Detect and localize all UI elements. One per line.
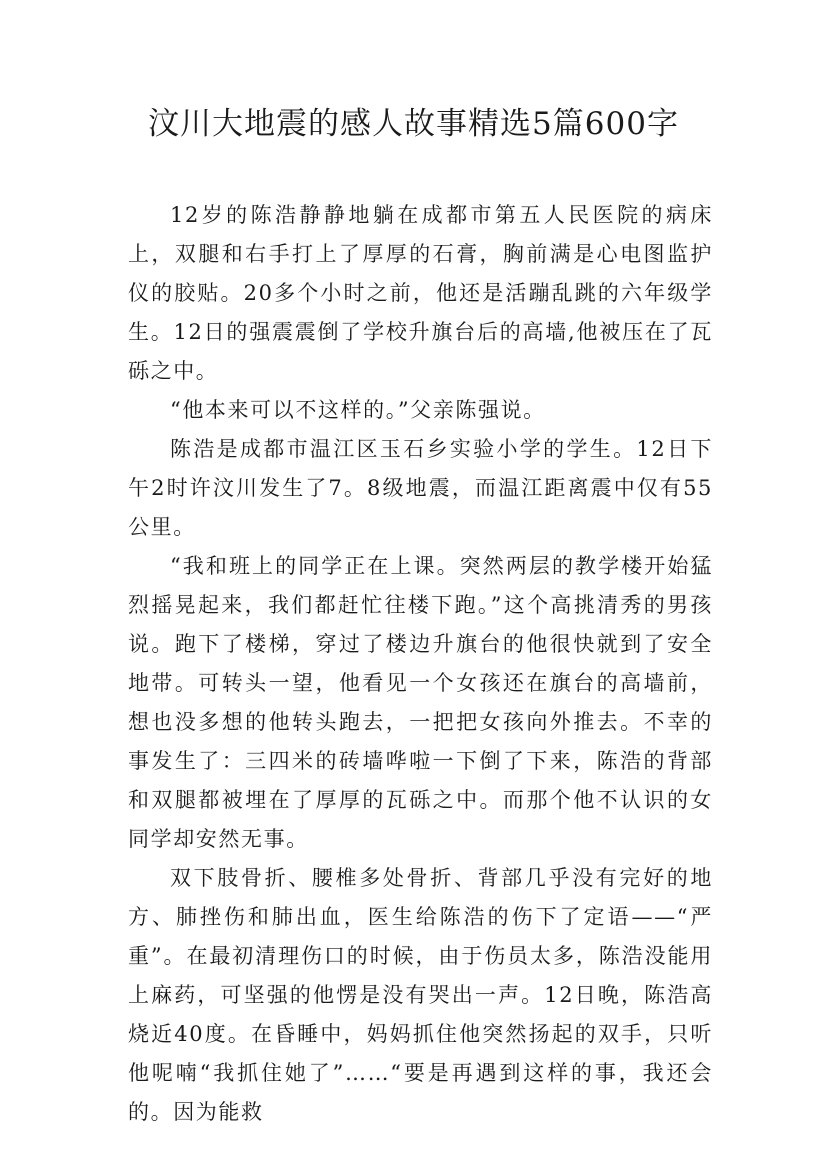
paragraph: 双下肢骨折、腰椎多处骨折、背部几乎没有完好的地方、肺挫伤和肺出血，医生给陈浩的伤下了定语——“严重”。在最初清理伤口的时候，由于伤员太多，陈浩没能用上麻药，可坚强的他愣是没有哭出一声。12日晚，陈浩高烧近40度。在昏睡中，妈妈抓住他突然扬起的双手，只听他呢喃“我抓住她了”……“要是再遇到这样的事，我还会的。因为能救 (128, 866, 713, 1124)
article-body (128, 196, 713, 1132)
document-title: 汶川大地震的感人故事精选5篇600字 (148, 106, 679, 142)
paragraph: 陈浩是成都市温江区玉石乡实验小学的学生。12日下午2时许汶川发生了7。8级地震，而温江距离震中仅有55公里。 (128, 437, 713, 539)
paragraph: 12岁的陈浩静静地躺在成都市第五人民医院的病床上，双腿和右手打上了厚厚的石膏，胸前满是心电图监护仪的胶贴。20多个小时之前，他还是活蹦乱跳的六年级学生。12日的强震震倒了学校升旗台后的高墙,他被压在了瓦砾之中。 (128, 203, 713, 383)
paragraph: “他本来可以不这样的。”父亲陈强说。 (170, 398, 546, 422)
paragraph: “我和班上的同学正在上课。突然两层的教学楼开始猛烈摇晃起来，我们都赶忙往楼下跑。”这个高挑清秀的男孩说。跑下了楼梯，穿过了楼边升旗台的他很快就到了安全地带。可转头一望，他看见一个女孩还在旗台的高墙前，想也没多想的他转头跑去，一把把女孩向外推去。不幸的事发生了：三四米的砖墙哗啦一下倒了下来，陈浩的背部和双腿都被埋在了厚厚的瓦砾之中。而那个他不认识的女同学却安然无事。 (128, 554, 713, 851)
